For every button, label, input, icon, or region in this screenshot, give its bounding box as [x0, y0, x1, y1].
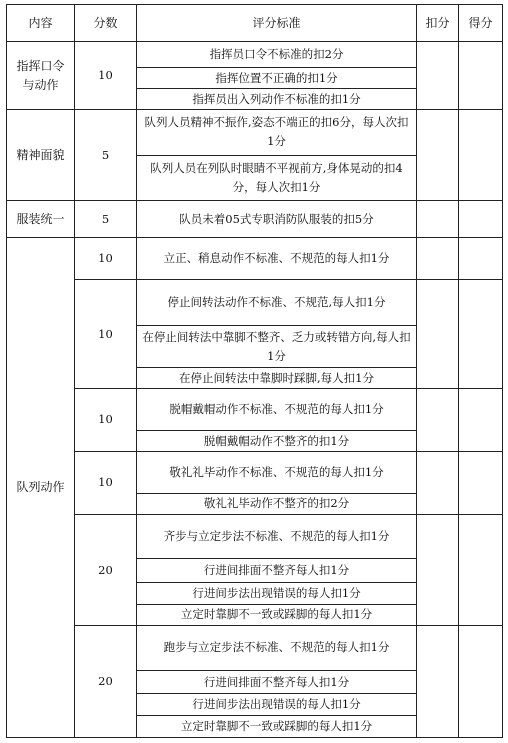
score-cell: 10: [75, 388, 137, 451]
category-cell: 指挥口令与动作: [7, 42, 75, 110]
criteria-cell: 跑步与立定步法不标准、不规范的每人扣1分: [137, 626, 417, 670]
score-cell: 5: [75, 200, 137, 237]
criteria-cell: 队列人员在列队时眼睛不平视前方,身体晃动的扣4分，每人次扣1分: [137, 155, 417, 200]
criteria-cell: 敬礼礼毕动作不整齐的扣2分: [137, 494, 417, 515]
table-row: [7, 626, 503, 670]
criteria-cell: 行进间排面不整齐每人扣1分: [137, 670, 417, 694]
score-cell: 10: [75, 451, 137, 514]
deduction-cell[interactable]: [417, 238, 459, 280]
criteria-cell: 脱帽戴帽动作不整齐的扣1分: [137, 431, 417, 452]
deduction-cell[interactable]: [417, 200, 459, 237]
table-row: [7, 238, 503, 280]
score-cell: 10: [75, 280, 137, 388]
criteria-cell: 停止间转法动作不标准、不规范,每人扣1分: [137, 280, 417, 325]
final-score-cell[interactable]: [459, 626, 503, 738]
table-row: [7, 451, 503, 493]
final-score-cell[interactable]: [459, 42, 503, 110]
final-score-cell[interactable]: [459, 110, 503, 201]
criteria-cell: 立定时靠脚不一致或踩脚的每人扣1分: [137, 604, 417, 626]
category-cell: 服装统一: [7, 200, 75, 237]
header-content: 内容: [7, 5, 75, 42]
score-cell: 20: [75, 514, 137, 625]
table-row: [7, 110, 503, 155]
criteria-cell: 行进间步法出现错误的每人扣1分: [137, 582, 417, 604]
table-row: [7, 200, 503, 237]
header-criteria: 评分标准: [137, 5, 417, 42]
table-row: [7, 280, 503, 325]
scoring-table: [6, 4, 503, 738]
table-row: [7, 388, 503, 430]
table-row: [7, 514, 503, 558]
header-deduction: 扣分: [417, 5, 459, 42]
deduction-cell[interactable]: [417, 280, 459, 388]
score-cell: 10: [75, 238, 137, 280]
table-row: [7, 42, 503, 68]
final-score-cell[interactable]: [459, 280, 503, 388]
category-cell: 精神面貌: [7, 110, 75, 201]
criteria-cell: 行进间排面不整齐每人扣1分: [137, 559, 417, 583]
header-score: 分数: [75, 5, 137, 42]
header-final-score: 得分: [459, 5, 503, 42]
final-score-cell[interactable]: [459, 200, 503, 237]
score-cell: 20: [75, 626, 137, 738]
criteria-cell: 敬礼礼毕动作不标准、不规范的每人扣1分: [137, 451, 417, 493]
final-score-cell[interactable]: [459, 388, 503, 451]
final-score-cell[interactable]: [459, 451, 503, 514]
score-cell: 5: [75, 110, 137, 201]
criteria-cell: 立正、稍息动作不标准、不规范的每人扣1分: [137, 238, 417, 280]
criteria-cell: 指挥员出入列动作不标准的扣1分: [137, 89, 417, 110]
deduction-cell[interactable]: [417, 110, 459, 201]
score-cell: 10: [75, 42, 137, 110]
category-cell: 队列动作: [7, 238, 75, 738]
criteria-cell: 在停止间转法中靠脚不整齐、乏力或转错方向,每人扣1分: [137, 325, 417, 367]
criteria-cell: 队列人员精神不振作,姿态不端正的扣6分，每人次扣1分: [137, 110, 417, 155]
deduction-cell[interactable]: [417, 388, 459, 451]
criteria-cell: 指挥位置不正确的扣1分: [137, 67, 417, 89]
deduction-cell[interactable]: [417, 42, 459, 110]
deduction-cell[interactable]: [417, 514, 459, 625]
final-score-cell[interactable]: [459, 514, 503, 625]
deduction-cell[interactable]: [417, 626, 459, 738]
criteria-cell: 齐步与立定步法不标准、不规范的每人扣1分: [137, 514, 417, 558]
criteria-cell: 立定时靠脚不一致或踩脚的每人扣1分: [137, 716, 417, 738]
criteria-cell: 脱帽戴帽动作不标准、不规范的每人扣1分: [137, 388, 417, 430]
deduction-cell[interactable]: [417, 451, 459, 514]
header-row: [7, 5, 503, 42]
criteria-cell: 在停止间转法中靠脚时踩脚,每人扣1分: [137, 368, 417, 389]
criteria-cell: 队员未着05式专职消防队服装的扣5分: [137, 200, 417, 237]
criteria-cell: 指挥员口令不标准的扣2分: [137, 42, 417, 68]
criteria-cell: 行进间步法出现错误的每人扣1分: [137, 694, 417, 716]
final-score-cell[interactable]: [459, 238, 503, 280]
